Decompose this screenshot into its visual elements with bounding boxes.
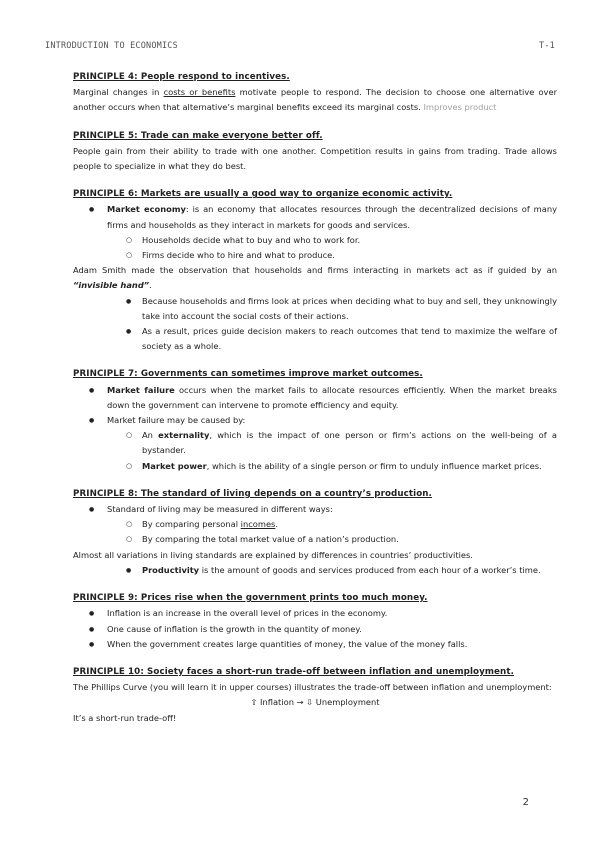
principle-9-heading: PRINCIPLE 9: Prices rise when the government prints too much money.: [73, 593, 428, 604]
list-item: [73, 202, 557, 232]
principle-9-list: [73, 606, 557, 652]
grey-note: Improves product: [423, 102, 497, 113]
text-span: , which is the impact of one person or firm’s actions on the well-being of a bystander.: [142, 430, 557, 456]
list-item: ○ By comparing the total market value of a nation’s production.: [73, 532, 557, 547]
term-productivity: Productivity: [142, 564, 200, 575]
text-span: .: [275, 519, 279, 530]
text-span: : is an economy that allocates resources through the decentralized decisions of many firms and households as they interact in markets for goods and services.: [107, 204, 557, 230]
principle-10-heading: PRINCIPLE 10: Society faces a short-run trade-off between inflation and unemployment.: [73, 666, 514, 677]
principle-8-heading: PRINCIPLE 8: The standard of living depends on a country’s production.: [73, 488, 432, 499]
list-item: ● Because households and firms look at prices when deciding what to buy and sell, they unknowingly take into account the social costs of their actions.: [73, 294, 557, 324]
list-item: [73, 383, 557, 413]
principle-5-heading: PRINCIPLE 5: Trade can make everyone better off.: [73, 130, 323, 141]
term-market-power: Market power: [142, 460, 207, 471]
principle-7-list: [73, 383, 557, 474]
incomes-link[interactable]: incomes: [240, 519, 276, 530]
text-span: By comparing personal: [142, 519, 241, 530]
phillips-formula: ⇧ Inflation → ⇩ Unemployment: [250, 697, 380, 708]
adam-smith-paragraph: [73, 263, 557, 293]
productivity-paragraph: Almost all variations in living standards are explained by differences in countries’ productivities.: [73, 549, 473, 560]
term-market-failure: Market failure: [107, 384, 175, 395]
principle-8-sublist: [73, 563, 557, 578]
page-number: 2: [522, 797, 529, 808]
list-item: ● One cause of inflation is the growth in the quantity of money.: [73, 622, 557, 637]
list-item: ● Standard of living may be measured in different ways:: [73, 502, 557, 517]
list-item: [73, 517, 557, 532]
principle-4-heading: PRINCIPLE 4: People respond to incentives.: [73, 72, 290, 82]
document-body: [73, 70, 557, 739]
text-span: is the amount of goods and services produced from each hour of a worker’s time.: [199, 564, 541, 575]
list-item: ○ Firms decide who to hire and what to produce.: [73, 248, 557, 263]
principle-7-section: [73, 367, 557, 473]
term-externality: externality: [158, 430, 210, 441]
term-market-economy: Market economy: [107, 204, 186, 215]
list-item: ● When the government creates large quantities of money, the value of the money falls.: [73, 637, 557, 652]
principle-10-section: [73, 665, 557, 726]
principle-10-end: It’s a short-run trade-off!: [73, 712, 177, 723]
principle-4-section: [73, 70, 557, 116]
list-item: [73, 459, 557, 474]
principle-4-body: [73, 85, 557, 115]
principle-10-body: The Phillips Curve (you will learn it in upper courses) illustrates the trade-off between inflation and unemployment:: [73, 682, 552, 693]
list-item: [73, 563, 557, 578]
page-header: [45, 41, 555, 53]
list-item: ● Inflation is an increase in the overall level of prices in the economy.: [73, 606, 557, 621]
invisible-hand-term: “invisible hand”: [73, 280, 150, 291]
principle-9-section: [73, 591, 557, 652]
text-span: .: [149, 280, 152, 291]
principle-6-section: [73, 187, 557, 354]
principle-7-heading: PRINCIPLE 7: Governments can sometimes improve market outcomes.: [73, 369, 423, 380]
list-item: [73, 428, 557, 458]
principle-6-sublist: [73, 294, 557, 355]
header-code: T-1: [539, 41, 555, 51]
principle-8-section: [73, 487, 557, 578]
list-item: ● As a result, prices guide decision makers to reach outcomes that tend to maximize the welfare of society as a whole.: [73, 324, 557, 354]
text-span: An: [142, 430, 159, 441]
header-title: INTRODUCTION TO ECONOMICS: [45, 41, 178, 51]
principle-5-body: People gain from their ability to trade with one another. Competition results in gains from trading. Trade allows people to specialize in what they do best.: [73, 145, 557, 172]
text-span: Marginal changes in: [73, 87, 164, 98]
principle-6-heading: PRINCIPLE 6: Markets are usually a good way to organize economic activity.: [73, 189, 453, 200]
principle-6-list: [73, 202, 557, 263]
principle-5-section: [73, 129, 557, 175]
text-span: motivate people to respond. The decision to choose one alternative over another occurs when that alternative’s marginal benefits exceed its marginal costs.: [73, 87, 557, 113]
list-item: ● Market failure may be caused by:: [73, 413, 557, 428]
principle-8-list: [73, 502, 557, 548]
text-span: , which is the ability of a single person or firm to unduly influence market prices.: [206, 460, 542, 471]
list-item: ○ Households decide what to buy and who to work for.: [73, 233, 557, 248]
text-span: occurs when the market fails to allocate resources efficiently. When the market breaks down the government can intervene to promote efficiency and equity.: [107, 384, 558, 410]
costs-benefits-link[interactable]: costs or benefits: [163, 87, 236, 98]
text-span: Adam Smith made the observation that households and firms interacting in markets act as if guided by an: [73, 265, 557, 276]
